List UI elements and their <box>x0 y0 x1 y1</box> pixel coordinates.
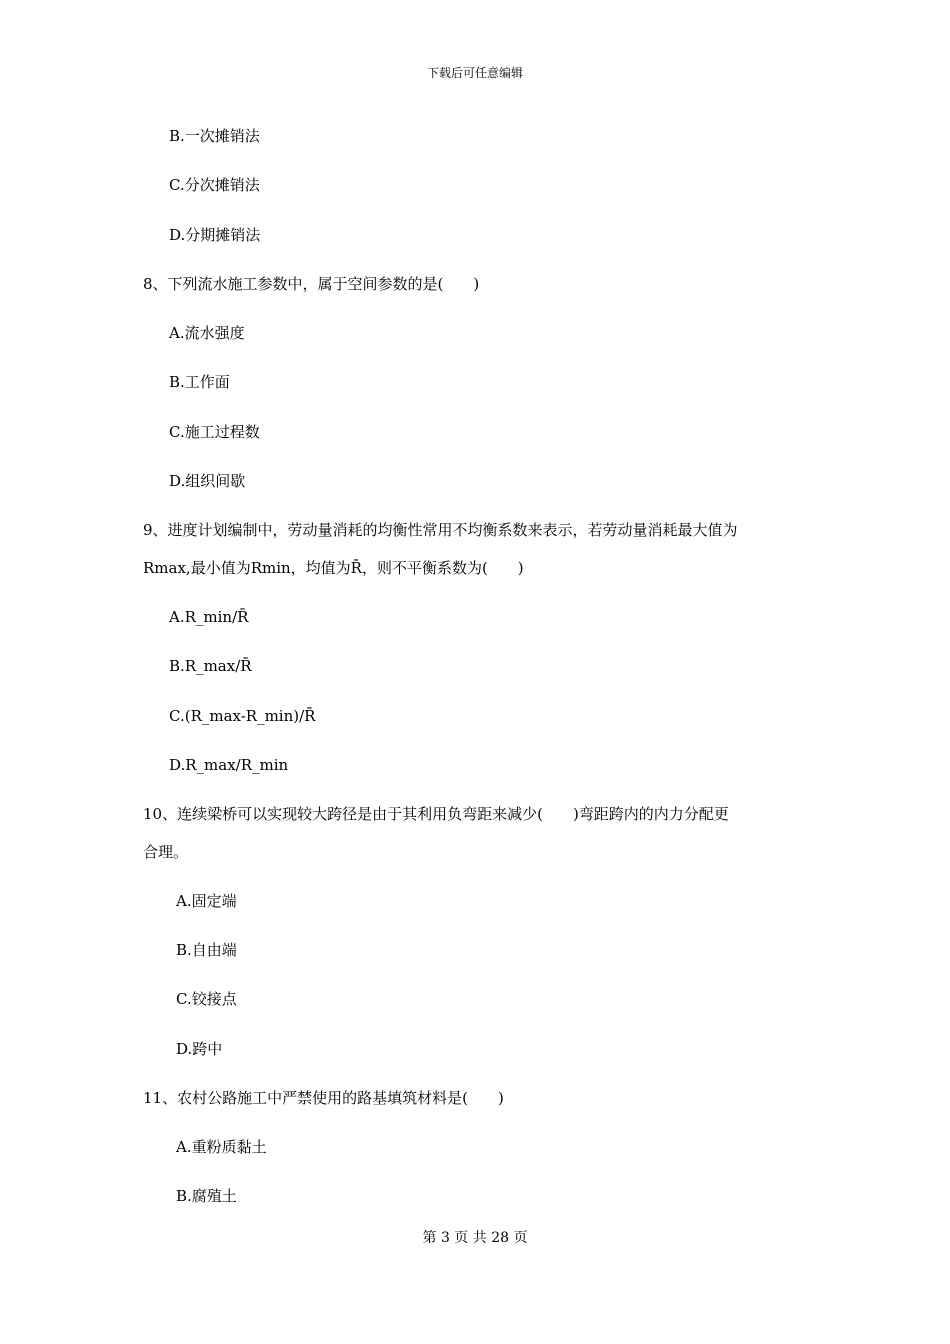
option-d-prev: D.分期摊销法 <box>169 226 261 244</box>
question-9-option-b: B.R_max/R̄ <box>169 657 252 675</box>
option-b-prev: B.一次摊销法 <box>169 127 260 145</box>
question-10-text-line2: 合理。 <box>143 843 189 861</box>
question-10-option-a: A.固定端 <box>176 892 237 910</box>
question-10-option-c: C.铰接点 <box>176 990 237 1008</box>
question-9-option-d: D.R_max/R_min <box>169 756 289 774</box>
question-10-option-d: D.跨中 <box>176 1040 223 1058</box>
question-8-option-c: C.施工过程数 <box>169 423 260 441</box>
page-header: 下载后可任意编辑 <box>426 66 523 80</box>
question-9-option-c: C.(R_max-R_min)/R̄ <box>169 707 316 725</box>
question-9-text-line2: Rmax,最小值为Rmin，均值为R̄，则不平衡系数为( ) <box>143 559 524 577</box>
question-10-option-b: B.自由端 <box>176 941 237 959</box>
option-c-prev: C.分次摊销法 <box>169 176 260 194</box>
question-11-option-a: A.重粉质黏土 <box>176 1138 267 1156</box>
question-8-option-a: A.流水强度 <box>169 324 245 342</box>
question-11-text: 11、农村公路施工中严禁使用的路基填筑材料是( ) <box>143 1089 504 1107</box>
question-11-option-b: B.腐殖土 <box>176 1187 237 1205</box>
question-8-option-d: D.组织间歇 <box>169 472 246 490</box>
question-10-text-line1: 10、连续梁桥可以实现较大跨径是由于其利用负弯距来减少( )弯距跨内的内力分配更 <box>143 805 729 823</box>
question-8-text: 8、下列流水施工参数中，属于空间参数的是( ) <box>143 275 480 293</box>
page-footer: 第 3 页 共 28 页 <box>422 1230 528 1246</box>
question-9-option-a: A.R_min/R̄ <box>169 608 249 626</box>
question-8-option-b: B.工作面 <box>169 373 230 391</box>
question-9-text-line1: 9、进度计划编制中，劳动量消耗的均衡性常用不均衡系数来表示，若劳动量消耗最大值为 <box>143 521 738 539</box>
